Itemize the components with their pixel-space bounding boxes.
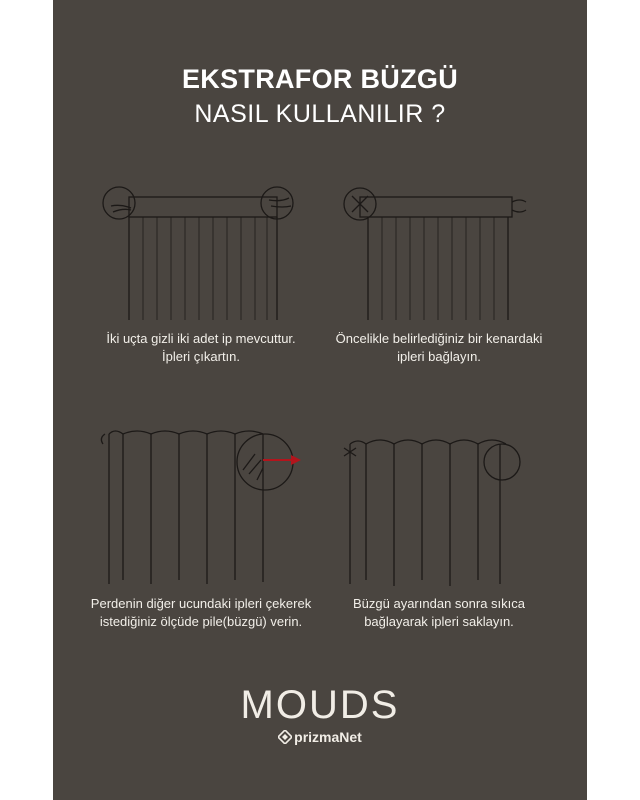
- page-subtitle: NASIL KULLANILIR ?: [194, 100, 446, 128]
- step-3-illustration: [93, 420, 313, 590]
- step-4-caption: Büzgü ayarından sonra sıkıca bağlayarak ipleri saklayın.: [353, 596, 525, 629]
- left-detail-circle: [103, 187, 135, 219]
- step-1-illustration: [101, 180, 301, 320]
- tied-detail-circle: [484, 444, 520, 480]
- prizmanet-brand: prizmaNet: [53, 729, 587, 745]
- prizma-diamond-icon: [278, 730, 292, 744]
- pull-detail-circle: [237, 434, 293, 490]
- step-4-illustration: [340, 430, 540, 590]
- brand-logo: [53, 683, 587, 745]
- instruction-card: [53, 0, 587, 800]
- step-1-caption: İki uçta gizli iki adet ip mevcuttur. İpleri çıkartın.: [106, 331, 296, 364]
- step-3-caption: Perdenin diğer ucundaki ipleri çekerek istediğiniz ölçüde pile(büzgü) verin.: [90, 596, 312, 629]
- step-2-illustration: [340, 180, 540, 320]
- page-title: EKSTRAFOR BÜZGÜ: [182, 64, 458, 94]
- step-2-caption: Öncelikle belirlediğiniz bir kenardaki ipleri bağlayın.: [335, 331, 543, 364]
- mouds-wordmark: MOUDS: [240, 683, 400, 727]
